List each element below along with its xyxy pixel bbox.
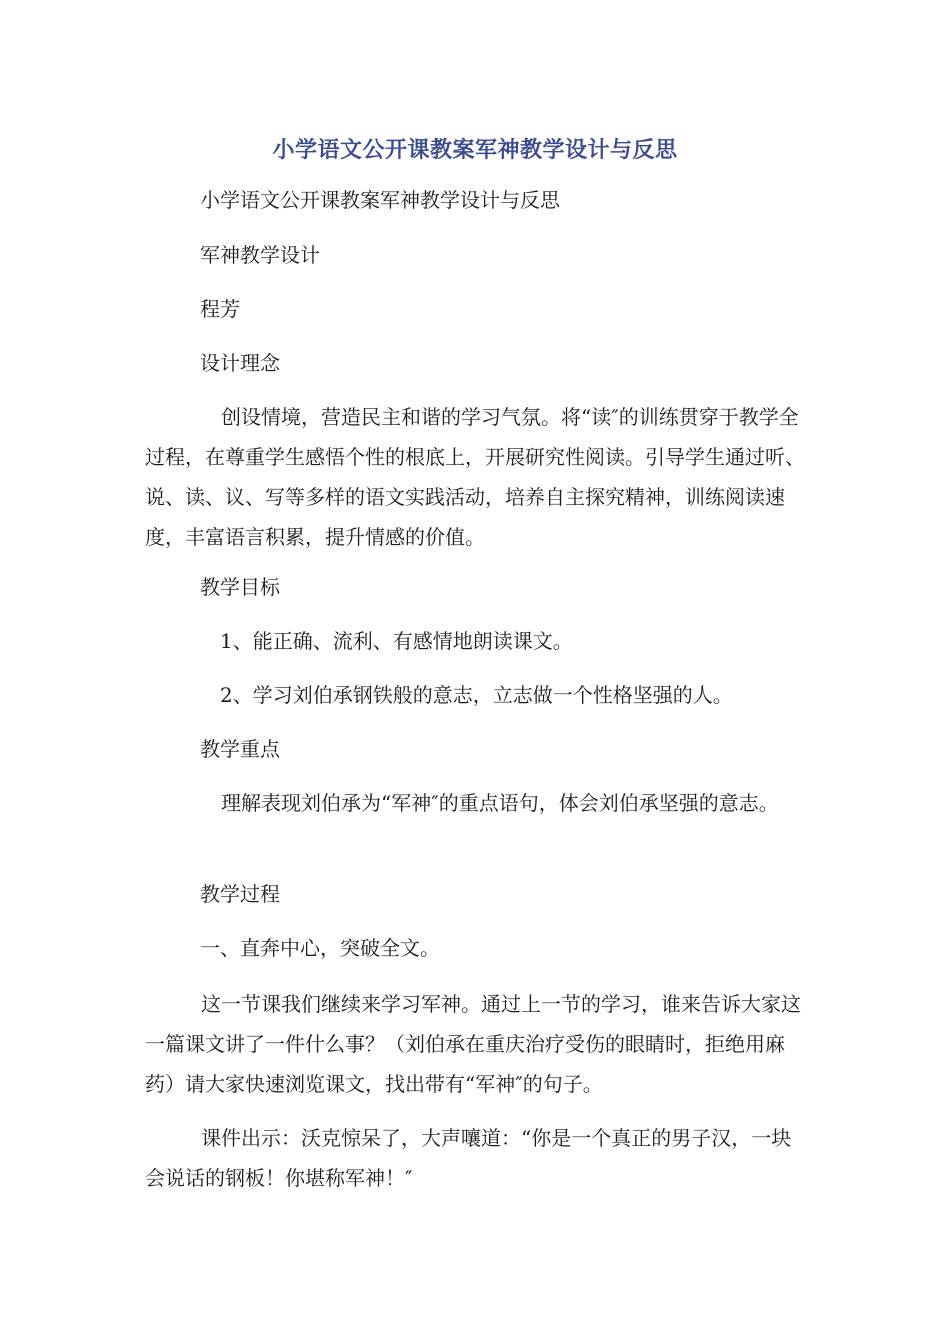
process-step-1: 一、直奔中心，突破全文。 [200,936,440,960]
goal-item-2: 2、学习刘伯承钢铁般的意志，立志做一个性格坚强的人。 [220,683,733,707]
heading-process: 教学过程 [200,882,280,906]
author-name: 程芳 [200,297,240,321]
key-paragraph: 理解表现刘伯承为“军神″的重点语句，体会刘伯承坚强的意志。 [221,791,779,815]
step-1-paragraph: 这一节课我们继续来学习军神。通过上一节的学习，谁来告诉大家这一篇课文讲了一件什么事？（刘伯承在重庆治疗受伤的眼睛时，拒绝用麻药）请大家快速浏览课文，找出带有“军神″的句子。 [145,992,801,1096]
subtitle-line: 小学语文公开课教案军神教学设计与反思 [200,188,560,212]
heading-concept: 设计理念 [200,351,280,375]
document-title: 小学语文公开课教案军神教学设计与反思 [272,138,678,163]
goal-item-1: 1、能正确、流利、有感情地朗读课文。 [220,629,573,653]
concept-paragraph: 创设情境，营造民主和谐的学习气氛。将“读″的训练贯穿于教学全过程，在尊重学生感悟个性的根底上，开展研究性阅读。引导学生通过听、说、读、议、写等多样的语文实践活动，培养自主探究精神，训练阅读速度，丰富语言积累，提升情感的价值。 [145,405,805,549]
courseware-paragraph: 课件出示：沃克惊呆了，大声嚷道：“你是一个真正的男子汉，一块会说话的钢板！你堪称军神！″ [145,1126,792,1190]
heading-key: 教学重点 [200,737,280,761]
heading-goals: 教学目标 [200,575,280,599]
heading-design: 军神教学设计 [200,243,320,267]
